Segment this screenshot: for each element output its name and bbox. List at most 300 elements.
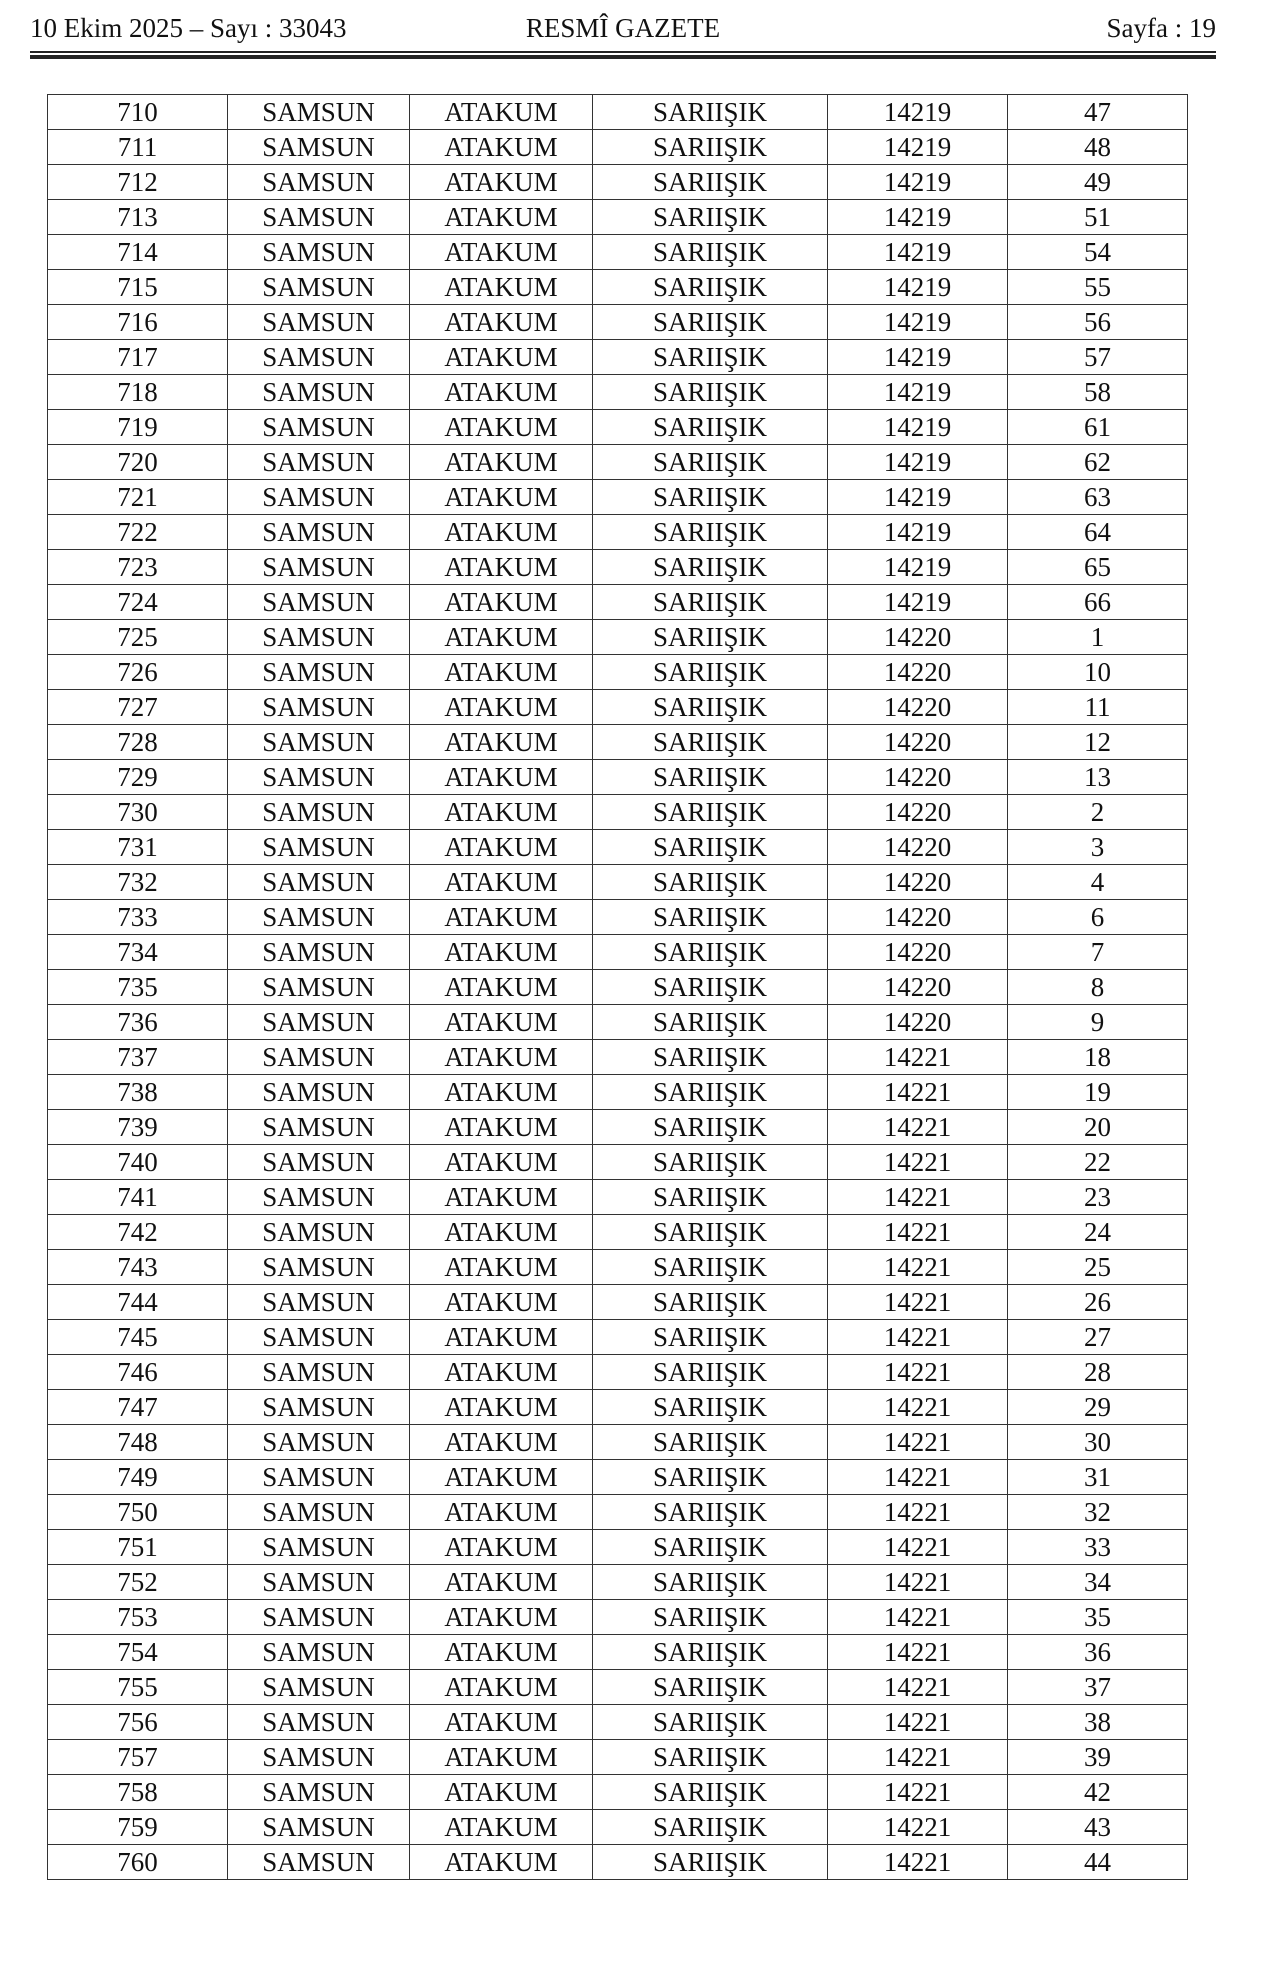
parcel-cell: 37	[1008, 1670, 1188, 1705]
row-number-cell: 753	[48, 1600, 228, 1635]
neighborhood-cell: SARIIŞIK	[593, 585, 828, 620]
row-number-cell: 710	[48, 95, 228, 130]
row-number-cell: 738	[48, 1075, 228, 1110]
district-cell: ATAKUM	[410, 1390, 593, 1425]
province-cell: SAMSUN	[228, 1180, 410, 1215]
block-cell: 14221	[828, 1705, 1008, 1740]
parcel-cell: 35	[1008, 1600, 1188, 1635]
district-cell: ATAKUM	[410, 550, 593, 585]
province-cell: SAMSUN	[228, 235, 410, 270]
neighborhood-cell: SARIIŞIK	[593, 1670, 828, 1705]
row-number-cell: 732	[48, 865, 228, 900]
district-cell: ATAKUM	[410, 1810, 593, 1845]
block-cell: 14221	[828, 1180, 1008, 1215]
block-cell: 14221	[828, 1460, 1008, 1495]
district-cell: ATAKUM	[410, 1425, 593, 1460]
row-number-cell: 726	[48, 655, 228, 690]
parcel-cell: 8	[1008, 970, 1188, 1005]
block-cell: 14219	[828, 95, 1008, 130]
table-row	[48, 1425, 1188, 1460]
parcel-cell: 33	[1008, 1530, 1188, 1565]
table-row	[48, 1600, 1188, 1635]
header-divider-thin	[30, 51, 1216, 53]
table-row	[48, 445, 1188, 480]
district-cell: ATAKUM	[410, 690, 593, 725]
neighborhood-cell: SARIIŞIK	[593, 480, 828, 515]
district-cell: ATAKUM	[410, 1040, 593, 1075]
parcel-cell: 2	[1008, 795, 1188, 830]
table-row	[48, 1040, 1188, 1075]
neighborhood-cell: SARIIŞIK	[593, 1005, 828, 1040]
parcel-cell: 1	[1008, 620, 1188, 655]
block-cell: 14221	[828, 1355, 1008, 1390]
district-cell: ATAKUM	[410, 340, 593, 375]
row-number-cell: 751	[48, 1530, 228, 1565]
neighborhood-cell: SARIIŞIK	[593, 1110, 828, 1145]
district-cell: ATAKUM	[410, 1460, 593, 1495]
row-number-cell: 748	[48, 1425, 228, 1460]
parcel-cell: 22	[1008, 1145, 1188, 1180]
district-cell: ATAKUM	[410, 515, 593, 550]
province-cell: SAMSUN	[228, 830, 410, 865]
row-number-cell: 731	[48, 830, 228, 865]
district-cell: ATAKUM	[410, 725, 593, 760]
parcel-cell: 27	[1008, 1320, 1188, 1355]
province-cell: SAMSUN	[228, 305, 410, 340]
table-row	[48, 1075, 1188, 1110]
neighborhood-cell: SARIIŞIK	[593, 375, 828, 410]
table-row	[48, 1670, 1188, 1705]
province-cell: SAMSUN	[228, 1530, 410, 1565]
table-row	[48, 760, 1188, 795]
table-row	[48, 1005, 1188, 1040]
neighborhood-cell: SARIIŞIK	[593, 550, 828, 585]
parcel-cell: 55	[1008, 270, 1188, 305]
table-row	[48, 1145, 1188, 1180]
province-cell: SAMSUN	[228, 1005, 410, 1040]
province-cell: SAMSUN	[228, 795, 410, 830]
neighborhood-cell: SARIIŞIK	[593, 725, 828, 760]
table-row	[48, 1705, 1188, 1740]
block-cell: 14220	[828, 690, 1008, 725]
parcel-cell: 31	[1008, 1460, 1188, 1495]
row-number-cell: 734	[48, 935, 228, 970]
district-cell: ATAKUM	[410, 935, 593, 970]
block-cell: 14220	[828, 725, 1008, 760]
table-row	[48, 130, 1188, 165]
block-cell: 14221	[828, 1390, 1008, 1425]
parcel-cell: 25	[1008, 1250, 1188, 1285]
table-row	[48, 585, 1188, 620]
province-cell: SAMSUN	[228, 550, 410, 585]
province-cell: SAMSUN	[228, 1705, 410, 1740]
district-cell: ATAKUM	[410, 760, 593, 795]
parcel-table	[47, 94, 1188, 1880]
district-cell: ATAKUM	[410, 865, 593, 900]
district-cell: ATAKUM	[410, 1635, 593, 1670]
province-cell: SAMSUN	[228, 1250, 410, 1285]
parcel-cell: 32	[1008, 1495, 1188, 1530]
parcel-cell: 18	[1008, 1040, 1188, 1075]
table-row	[48, 480, 1188, 515]
row-number-cell: 733	[48, 900, 228, 935]
block-cell: 14219	[828, 235, 1008, 270]
neighborhood-cell: SARIIŞIK	[593, 970, 828, 1005]
parcel-cell: 20	[1008, 1110, 1188, 1145]
district-cell: ATAKUM	[410, 1215, 593, 1250]
district-cell: ATAKUM	[410, 1775, 593, 1810]
district-cell: ATAKUM	[410, 375, 593, 410]
district-cell: ATAKUM	[410, 795, 593, 830]
block-cell: 14221	[828, 1110, 1008, 1145]
province-cell: SAMSUN	[228, 340, 410, 375]
neighborhood-cell: SARIIŞIK	[593, 1565, 828, 1600]
table-row	[48, 1110, 1188, 1145]
province-cell: SAMSUN	[228, 130, 410, 165]
parcel-cell: 62	[1008, 445, 1188, 480]
neighborhood-cell: SARIIŞIK	[593, 95, 828, 130]
district-cell: ATAKUM	[410, 830, 593, 865]
parcel-cell: 61	[1008, 410, 1188, 445]
neighborhood-cell: SARIIŞIK	[593, 1355, 828, 1390]
parcel-cell: 10	[1008, 655, 1188, 690]
district-cell: ATAKUM	[410, 1320, 593, 1355]
neighborhood-cell: SARIIŞIK	[593, 620, 828, 655]
province-cell: SAMSUN	[228, 1565, 410, 1600]
district-cell: ATAKUM	[410, 1530, 593, 1565]
table-row	[48, 1845, 1188, 1880]
block-cell: 14219	[828, 445, 1008, 480]
neighborhood-cell: SARIIŞIK	[593, 865, 828, 900]
parcel-cell: 23	[1008, 1180, 1188, 1215]
province-cell: SAMSUN	[228, 165, 410, 200]
block-cell: 14219	[828, 480, 1008, 515]
block-cell: 14221	[828, 1040, 1008, 1075]
row-number-cell: 756	[48, 1705, 228, 1740]
province-cell: SAMSUN	[228, 1600, 410, 1635]
parcel-cell: 56	[1008, 305, 1188, 340]
row-number-cell: 727	[48, 690, 228, 725]
row-number-cell: 737	[48, 1040, 228, 1075]
neighborhood-cell: SARIIŞIK	[593, 900, 828, 935]
district-cell: ATAKUM	[410, 900, 593, 935]
row-number-cell: 722	[48, 515, 228, 550]
block-cell: 14221	[828, 1740, 1008, 1775]
row-number-cell: 760	[48, 1845, 228, 1880]
table-row	[48, 1810, 1188, 1845]
district-cell: ATAKUM	[410, 1600, 593, 1635]
row-number-cell: 712	[48, 165, 228, 200]
district-cell: ATAKUM	[410, 1005, 593, 1040]
row-number-cell: 758	[48, 1775, 228, 1810]
row-number-cell: 759	[48, 1810, 228, 1845]
block-cell: 14221	[828, 1285, 1008, 1320]
row-number-cell: 711	[48, 130, 228, 165]
province-cell: SAMSUN	[228, 270, 410, 305]
parcel-cell: 13	[1008, 760, 1188, 795]
neighborhood-cell: SARIIŞIK	[593, 1040, 828, 1075]
block-cell: 14220	[828, 970, 1008, 1005]
row-number-cell: 729	[48, 760, 228, 795]
parcel-cell: 51	[1008, 200, 1188, 235]
row-number-cell: 728	[48, 725, 228, 760]
table-row	[48, 935, 1188, 970]
table-row	[48, 305, 1188, 340]
row-number-cell: 743	[48, 1250, 228, 1285]
table-row	[48, 95, 1188, 130]
province-cell: SAMSUN	[228, 1075, 410, 1110]
province-cell: SAMSUN	[228, 970, 410, 1005]
district-cell: ATAKUM	[410, 130, 593, 165]
header-divider-thick	[30, 55, 1216, 59]
province-cell: SAMSUN	[228, 1355, 410, 1390]
province-cell: SAMSUN	[228, 1845, 410, 1880]
parcel-cell: 36	[1008, 1635, 1188, 1670]
block-cell: 14221	[828, 1845, 1008, 1880]
province-cell: SAMSUN	[228, 480, 410, 515]
row-number-cell: 746	[48, 1355, 228, 1390]
parcel-cell: 30	[1008, 1425, 1188, 1460]
table-row	[48, 1460, 1188, 1495]
neighborhood-cell: SARIIŞIK	[593, 1635, 828, 1670]
row-number-cell: 742	[48, 1215, 228, 1250]
parcel-cell: 39	[1008, 1740, 1188, 1775]
parcel-cell: 29	[1008, 1390, 1188, 1425]
block-cell: 14221	[828, 1250, 1008, 1285]
gazette-title: RESMÎ GAZETE	[525, 13, 721, 43]
parcel-cell: 54	[1008, 235, 1188, 270]
row-number-cell: 715	[48, 270, 228, 305]
table-row	[48, 1390, 1188, 1425]
table-row	[48, 1565, 1188, 1600]
province-cell: SAMSUN	[228, 1775, 410, 1810]
row-number-cell: 755	[48, 1670, 228, 1705]
province-cell: SAMSUN	[228, 935, 410, 970]
block-cell: 14220	[828, 1005, 1008, 1040]
block-cell: 14220	[828, 620, 1008, 655]
district-cell: ATAKUM	[410, 1180, 593, 1215]
neighborhood-cell: SARIIŞIK	[593, 1845, 828, 1880]
district-cell: ATAKUM	[410, 1705, 593, 1740]
neighborhood-cell: SARIIŞIK	[593, 1810, 828, 1845]
neighborhood-cell: SARIIŞIK	[593, 760, 828, 795]
province-cell: SAMSUN	[228, 900, 410, 935]
province-cell: SAMSUN	[228, 760, 410, 795]
district-cell: ATAKUM	[410, 235, 593, 270]
parcel-cell: 12	[1008, 725, 1188, 760]
parcel-cell: 65	[1008, 550, 1188, 585]
district-cell: ATAKUM	[410, 1355, 593, 1390]
block-cell: 14220	[828, 865, 1008, 900]
row-number-cell: 725	[48, 620, 228, 655]
block-cell: 14221	[828, 1145, 1008, 1180]
page-number: Sayfa : 19	[1106, 13, 1216, 43]
parcel-cell: 57	[1008, 340, 1188, 375]
block-cell: 14221	[828, 1775, 1008, 1810]
table-row	[48, 270, 1188, 305]
neighborhood-cell: SARIIŞIK	[593, 795, 828, 830]
row-number-cell: 724	[48, 585, 228, 620]
row-number-cell: 739	[48, 1110, 228, 1145]
district-cell: ATAKUM	[410, 1740, 593, 1775]
neighborhood-cell: SARIIŞIK	[593, 235, 828, 270]
district-cell: ATAKUM	[410, 410, 593, 445]
district-cell: ATAKUM	[410, 1250, 593, 1285]
parcel-cell: 34	[1008, 1565, 1188, 1600]
parcel-cell: 63	[1008, 480, 1188, 515]
province-cell: SAMSUN	[228, 375, 410, 410]
neighborhood-cell: SARIIŞIK	[593, 270, 828, 305]
row-number-cell: 752	[48, 1565, 228, 1600]
neighborhood-cell: SARIIŞIK	[593, 410, 828, 445]
province-cell: SAMSUN	[228, 445, 410, 480]
table-row	[48, 550, 1188, 585]
table-row	[48, 200, 1188, 235]
row-number-cell: 747	[48, 1390, 228, 1425]
province-cell: SAMSUN	[228, 1635, 410, 1670]
block-cell: 14220	[828, 935, 1008, 970]
district-cell: ATAKUM	[410, 200, 593, 235]
row-number-cell: 730	[48, 795, 228, 830]
block-cell: 14221	[828, 1495, 1008, 1530]
block-cell: 14219	[828, 200, 1008, 235]
row-number-cell: 744	[48, 1285, 228, 1320]
neighborhood-cell: SARIIŞIK	[593, 1285, 828, 1320]
province-cell: SAMSUN	[228, 1740, 410, 1775]
province-cell: SAMSUN	[228, 690, 410, 725]
block-cell: 14219	[828, 515, 1008, 550]
block-cell: 14221	[828, 1530, 1008, 1565]
parcel-cell: 64	[1008, 515, 1188, 550]
parcel-cell: 49	[1008, 165, 1188, 200]
parcel-cell: 26	[1008, 1285, 1188, 1320]
block-cell: 14219	[828, 305, 1008, 340]
row-number-cell: 754	[48, 1635, 228, 1670]
parcel-cell: 66	[1008, 585, 1188, 620]
row-number-cell: 735	[48, 970, 228, 1005]
block-cell: 14221	[828, 1810, 1008, 1845]
parcel-cell: 11	[1008, 690, 1188, 725]
province-cell: SAMSUN	[228, 1670, 410, 1705]
block-cell: 14220	[828, 655, 1008, 690]
table-row	[48, 690, 1188, 725]
parcel-cell: 24	[1008, 1215, 1188, 1250]
province-cell: SAMSUN	[228, 1390, 410, 1425]
block-cell: 14219	[828, 340, 1008, 375]
district-cell: ATAKUM	[410, 1845, 593, 1880]
district-cell: ATAKUM	[410, 1145, 593, 1180]
block-cell: 14221	[828, 1320, 1008, 1355]
neighborhood-cell: SARIIŞIK	[593, 935, 828, 970]
province-cell: SAMSUN	[228, 655, 410, 690]
block-cell: 14221	[828, 1670, 1008, 1705]
table-row	[48, 1495, 1188, 1530]
parcel-cell: 42	[1008, 1775, 1188, 1810]
district-cell: ATAKUM	[410, 305, 593, 340]
province-cell: SAMSUN	[228, 620, 410, 655]
district-cell: ATAKUM	[410, 1495, 593, 1530]
neighborhood-cell: SARIIŞIK	[593, 1460, 828, 1495]
row-number-cell: 721	[48, 480, 228, 515]
province-cell: SAMSUN	[228, 95, 410, 130]
province-cell: SAMSUN	[228, 1810, 410, 1845]
district-cell: ATAKUM	[410, 270, 593, 305]
parcel-cell: 48	[1008, 130, 1188, 165]
block-cell: 14219	[828, 130, 1008, 165]
neighborhood-cell: SARIIŞIK	[593, 1495, 828, 1530]
block-cell: 14221	[828, 1600, 1008, 1635]
block-cell: 14220	[828, 795, 1008, 830]
neighborhood-cell: SARIIŞIK	[593, 655, 828, 690]
row-number-cell: 720	[48, 445, 228, 480]
row-number-cell: 713	[48, 200, 228, 235]
neighborhood-cell: SARIIŞIK	[593, 690, 828, 725]
parcel-cell: 9	[1008, 1005, 1188, 1040]
parcel-cell: 28	[1008, 1355, 1188, 1390]
table-row	[48, 655, 1188, 690]
neighborhood-cell: SARIIŞIK	[593, 1180, 828, 1215]
block-cell: 14219	[828, 165, 1008, 200]
province-cell: SAMSUN	[228, 1285, 410, 1320]
block-cell: 14221	[828, 1565, 1008, 1600]
table-row	[48, 1180, 1188, 1215]
table-row	[48, 1740, 1188, 1775]
block-cell: 14220	[828, 760, 1008, 795]
neighborhood-cell: SARIIŞIK	[593, 1775, 828, 1810]
neighborhood-cell: SARIIŞIK	[593, 165, 828, 200]
block-cell: 14219	[828, 585, 1008, 620]
parcel-cell: 44	[1008, 1845, 1188, 1880]
district-cell: ATAKUM	[410, 1285, 593, 1320]
province-cell: SAMSUN	[228, 1040, 410, 1075]
table-row	[48, 1285, 1188, 1320]
neighborhood-cell: SARIIŞIK	[593, 1390, 828, 1425]
table-row	[48, 1250, 1188, 1285]
row-number-cell: 745	[48, 1320, 228, 1355]
province-cell: SAMSUN	[228, 585, 410, 620]
table-row	[48, 340, 1188, 375]
row-number-cell: 749	[48, 1460, 228, 1495]
block-cell: 14219	[828, 410, 1008, 445]
block-cell: 14221	[828, 1635, 1008, 1670]
parcel-cell: 3	[1008, 830, 1188, 865]
province-cell: SAMSUN	[228, 1425, 410, 1460]
table-row	[48, 970, 1188, 1005]
neighborhood-cell: SARIIŞIK	[593, 1425, 828, 1460]
province-cell: SAMSUN	[228, 1215, 410, 1250]
row-number-cell: 716	[48, 305, 228, 340]
block-cell: 14221	[828, 1075, 1008, 1110]
neighborhood-cell: SARIIŞIK	[593, 1250, 828, 1285]
province-cell: SAMSUN	[228, 865, 410, 900]
block-cell: 14221	[828, 1425, 1008, 1460]
neighborhood-cell: SARIIŞIK	[593, 1740, 828, 1775]
neighborhood-cell: SARIIŞIK	[593, 445, 828, 480]
district-cell: ATAKUM	[410, 165, 593, 200]
neighborhood-cell: SARIIŞIK	[593, 200, 828, 235]
table-row	[48, 1635, 1188, 1670]
row-number-cell: 718	[48, 375, 228, 410]
row-number-cell: 750	[48, 1495, 228, 1530]
block-cell: 14220	[828, 830, 1008, 865]
table-row	[48, 725, 1188, 760]
row-number-cell: 757	[48, 1740, 228, 1775]
parcel-cell: 7	[1008, 935, 1188, 970]
block-cell: 14219	[828, 375, 1008, 410]
neighborhood-cell: SARIIŞIK	[593, 1320, 828, 1355]
table-row	[48, 900, 1188, 935]
neighborhood-cell: SARIIŞIK	[593, 1705, 828, 1740]
